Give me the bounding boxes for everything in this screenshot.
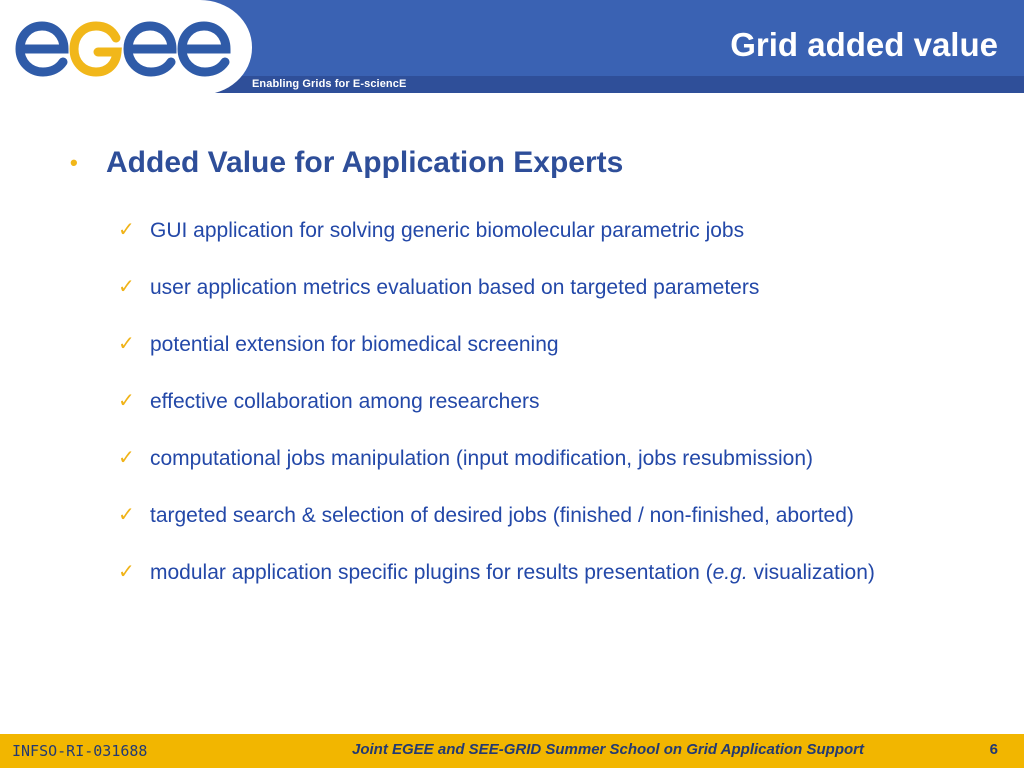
sub-bullet-item (118, 383, 988, 420)
check-mark-icon: ✓ (118, 333, 135, 355)
sub-bullet-item (118, 326, 988, 363)
sub-bullet-text: potential extension for biomedical screening (150, 333, 559, 356)
bullet-dot-icon: • (70, 150, 78, 175)
sub-bullet-text-before: modular application specific plugins for results presentation ( (150, 561, 713, 584)
footer-event-title: Joint EGEE and SEE-GRID Summer School on Grid Application Support (352, 741, 864, 758)
logo-letter-e-2 (128, 26, 172, 72)
sub-bullet-text-after: visualization) (747, 561, 875, 584)
sub-bullet-item (118, 554, 988, 591)
slide-footer (0, 734, 1024, 768)
check-mark-icon: ✓ (118, 276, 135, 298)
sub-bullet-text: computational jobs manipulation (input modification, jobs resubmission) (150, 447, 814, 470)
sub-bullet-item (118, 212, 988, 249)
check-mark-icon: ✓ (118, 561, 135, 583)
sub-bullet-item (118, 269, 988, 306)
check-mark-icon: ✓ (118, 390, 135, 412)
page-number: 6 (989, 741, 998, 758)
main-bullet-text: Added Value for Application Experts (106, 146, 624, 179)
slide-title: Grid added value (730, 26, 998, 63)
header-tagline: Enabling Grids for E-sciencE (252, 78, 407, 90)
egee-logo-icon (12, 8, 240, 80)
sub-bullet-item (118, 440, 988, 477)
sub-bullet-text-emphasis: e.g. (712, 561, 748, 584)
sub-bullet-text: GUI application for solving generic biomolecular parametric jobs (150, 219, 745, 242)
main-bullet (70, 146, 623, 180)
logo-letter-e-1 (20, 26, 64, 72)
sub-bullet-list (118, 212, 988, 611)
sub-bullet-text: targeted search & selection of desired jobs (finished / non-finished, aborted) (150, 504, 854, 527)
slide-header (0, 0, 1024, 95)
check-mark-icon: ✓ (118, 447, 135, 469)
logo-letter-e-3 (182, 26, 226, 72)
sub-bullet-text: effective collaboration among researchers (150, 390, 540, 413)
sub-bullet-item (118, 497, 988, 534)
logo-plate (0, 0, 252, 95)
check-mark-icon: ✓ (118, 219, 135, 241)
check-mark-icon: ✓ (118, 504, 135, 526)
footer-project-id: INFSO-RI-031688 (12, 742, 148, 760)
logo-letter-g (74, 26, 117, 72)
sub-bullet-text: user application metrics evaluation based on targeted parameters (150, 276, 760, 299)
